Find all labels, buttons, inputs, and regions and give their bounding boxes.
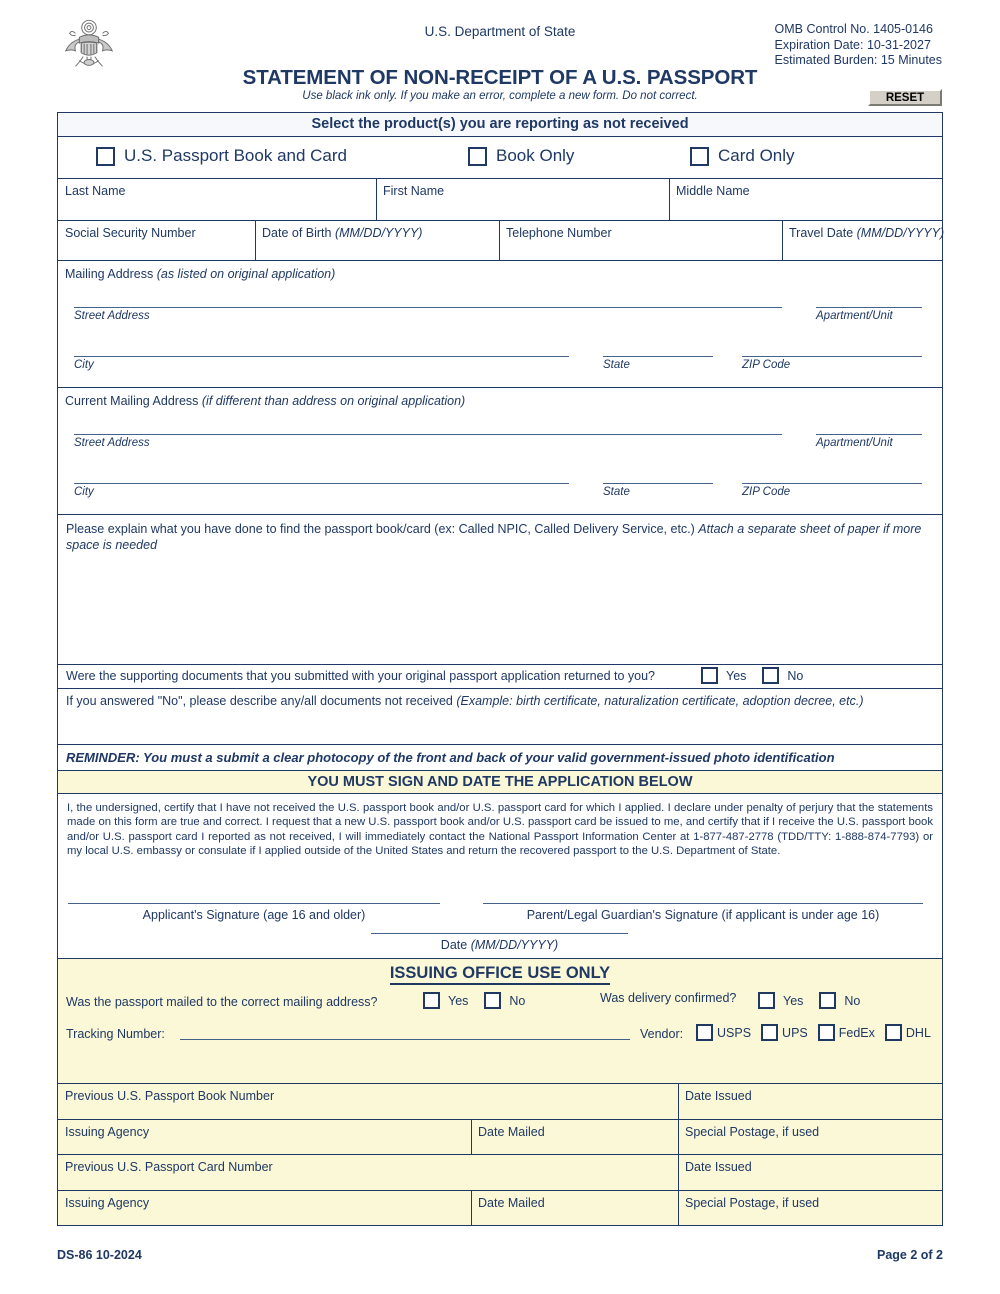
current-address-title: Current Mailing Address (if different than address on original application) — [65, 394, 466, 408]
input-current-zip[interactable] — [742, 483, 922, 484]
name-row — [58, 179, 942, 221]
field-book-date-mailed[interactable] — [471, 1120, 678, 1154]
vendor-options[interactable] — [696, 1024, 941, 1041]
checkbox-label-yes: Yes — [783, 993, 804, 1008]
checkbox-delivery-confirmed-yes[interactable] — [758, 992, 775, 1009]
explanation-block[interactable] — [58, 515, 942, 665]
mailed-correct-address-answers[interactable] — [423, 992, 541, 1009]
label-street-address: Street Address — [74, 437, 150, 449]
form-footer — [57, 1248, 943, 1268]
product-option-book-only[interactable] — [468, 146, 574, 166]
table-row — [58, 1155, 942, 1191]
field-label: Issuing Agency — [65, 1125, 150, 1139]
field-middle-name[interactable] — [669, 179, 942, 220]
vendor-option-label: USPS — [717, 1025, 752, 1040]
table-row — [58, 1084, 942, 1120]
checkbox-mailed-correct-no[interactable] — [484, 992, 501, 1009]
omb-expiration-date: Expiration Date: 10-31-2027 — [774, 37, 931, 52]
label-applicant-signature: Applicant's Signature (age 16 and older) — [142, 908, 366, 922]
form-instructions: Use black ink only. If you make an error, complete a new form. Do not correct. — [302, 90, 698, 102]
checkbox-vendor-usps[interactable] — [696, 1024, 713, 1041]
field-first-name[interactable] — [376, 179, 669, 220]
field-label: Special Postage, if used — [685, 1125, 820, 1139]
certification-text: I, the undersigned, certify that I have not received the U.S. passport book and/or U.S. passport card for which I applied. I declare under penalty of perjury that the statements made on this form are true and correct. I request that a new U.S. passport book and/or U.S. passport card be issued to me, and certify that if I receive the U.S. passport book and/or U.S. passport card I reported as not received, I will immediately contact the National Passport Information Center at 1-877-487-2778 (TDD/TTY: 1-888-874-7793) or my local U.S. embassy or consulate if I applied outside of the United States and return the recovered passport to the U.S. Department of State. — [67, 802, 933, 857]
field-label: Previous U.S. Passport Card Number — [65, 1160, 273, 1174]
reset-button[interactable]: RESET — [868, 89, 942, 106]
department-title: U.S. Department of State — [424, 24, 576, 39]
field-label: Travel Date (MM/DD/YYYY) — [789, 226, 945, 240]
label-zip-code: ZIP Code — [742, 359, 791, 371]
checkbox-label-no: No — [509, 993, 526, 1008]
label-zip-code: ZIP Code — [742, 486, 791, 498]
field-book-special-postage[interactable] — [678, 1120, 942, 1154]
field-label: Telephone Number — [506, 226, 612, 240]
input-signature-date[interactable] — [371, 933, 628, 934]
record-table — [58, 1084, 942, 1225]
issuing-office-heading: ISSUING OFFICE USE ONLY — [58, 964, 942, 983]
ssn-dob-phone-row — [58, 221, 945, 261]
label-signature-date: Date (MM/DD/YYYY) — [440, 938, 559, 952]
checkbox-docs-returned-yes[interactable] — [701, 667, 718, 684]
checkbox-vendor-ups[interactable] — [761, 1024, 778, 1041]
input-tracking-number[interactable] — [180, 1039, 630, 1040]
supporting-docs-question: Were the supporting documents that you submitted with your original passport application returned to you? — [66, 669, 655, 683]
checkbox-card-only[interactable] — [690, 147, 709, 166]
field-card-issuing-agency[interactable] — [58, 1191, 471, 1225]
field-label: Social Security Number — [65, 226, 196, 240]
explanation-prompt: Please explain what you have done to find the passport book/card (ex: Called NPIC, Called Delivery Service, etc.) Attach a separate sheet of paper if more space is needed — [66, 522, 922, 552]
vendor-option-label: DHL — [905, 1025, 931, 1040]
checkbox-delivery-confirmed-no[interactable] — [819, 992, 836, 1009]
label-apartment-unit: Apartment/Unit — [816, 310, 893, 322]
product-option-card-only[interactable] — [690, 146, 795, 166]
input-guardian-signature[interactable] — [483, 903, 923, 904]
label-city: City — [74, 486, 94, 498]
field-social-security-number[interactable] — [58, 221, 255, 260]
field-label: Previous U.S. Passport Book Number — [65, 1089, 275, 1103]
checkbox-label-no: No — [787, 668, 804, 683]
field-card-date-mailed[interactable] — [471, 1191, 678, 1225]
label-guardian-signature: Parent/Legal Guardian's Signature (if applicant is under age 16) — [526, 908, 880, 922]
field-label: Issuing Agency — [65, 1196, 150, 1210]
product-options-row — [58, 137, 942, 179]
input-mailing-zip[interactable] — [742, 356, 922, 357]
field-travel-date[interactable] — [782, 221, 945, 260]
field-book-issuing-agency[interactable] — [58, 1120, 471, 1154]
table-row — [58, 1120, 942, 1155]
input-mailing-city[interactable] — [74, 356, 569, 357]
product-option-book-and-card[interactable] — [96, 146, 347, 166]
signature-section-heading: YOU MUST SIGN AND DATE THE APPLICATION BELOW — [58, 771, 942, 794]
product-section-heading: Select the product(s) you are reporting as not received — [58, 113, 942, 137]
field-card-special-postage[interactable] — [678, 1191, 942, 1225]
label-apartment-unit: Apartment/Unit — [816, 437, 893, 449]
vendor-option-label: UPS — [782, 1025, 808, 1040]
issuing-office-block — [58, 959, 942, 1084]
field-label: Last Name — [65, 184, 126, 198]
field-book-date-issued[interactable] — [678, 1084, 942, 1119]
checkbox-vendor-fedex[interactable] — [818, 1024, 835, 1041]
checkbox-book-and-card[interactable] — [96, 147, 115, 166]
field-label: Date Mailed — [478, 1125, 545, 1139]
label-state: State — [603, 359, 630, 371]
omb-block — [775, 22, 942, 69]
field-label: Date Mailed — [478, 1196, 545, 1210]
mailed-correct-address-question: Was the passport mailed to the correct mailing address? — [66, 995, 378, 1009]
field-label: Date Issued — [685, 1089, 752, 1103]
field-label: Date Issued — [685, 1160, 752, 1174]
input-current-street[interactable] — [74, 434, 782, 435]
input-mailing-state[interactable] — [603, 356, 713, 357]
form-number: DS-86 10-2024 — [57, 1248, 142, 1262]
table-row — [58, 1191, 942, 1225]
field-previous-book-number[interactable] — [58, 1084, 678, 1119]
input-current-apartment[interactable] — [816, 434, 922, 435]
current-address-block — [58, 388, 942, 515]
vendor-option-label: FedEx — [838, 1025, 875, 1040]
delivery-confirmed-answers[interactable] — [758, 992, 876, 1009]
omb-control-number: OMB Control No. 1405-0146 — [774, 22, 933, 36]
supporting-docs-answers[interactable] — [701, 667, 819, 684]
field-label: Date of Birth (MM/DD/YYYY) — [262, 226, 423, 240]
product-option-label: U.S. Passport Book and Card — [124, 146, 348, 165]
page-number: Page 2 of 2 — [877, 1248, 943, 1262]
input-applicant-signature[interactable] — [68, 903, 440, 904]
describe-docs-prompt: If you answered "No", please describe any/all documents not received (Example: birth certificate, naturalization certificate, adoption decree, etc.) — [66, 694, 864, 708]
reminder-row — [58, 745, 942, 771]
mailing-address-block — [58, 261, 942, 388]
signature-lines-block — [58, 889, 942, 959]
input-mailing-apartment[interactable] — [816, 307, 922, 308]
label-state: State — [603, 486, 630, 498]
field-date-of-birth[interactable] — [255, 221, 499, 260]
label-street-address: Street Address — [74, 310, 150, 322]
page-title: STATEMENT OF NON-RECEIPT OF A U.S. PASSPORT — [242, 66, 758, 89]
label-city: City — [74, 359, 94, 371]
checkbox-label-yes: Yes — [726, 668, 747, 683]
field-telephone-number[interactable] — [499, 221, 782, 260]
form-header — [0, 0, 1000, 112]
checkbox-label-no: No — [844, 993, 861, 1008]
field-last-name[interactable] — [58, 179, 376, 220]
product-option-label: Card Only — [718, 146, 795, 165]
vendor-label: Vendor: — [640, 1027, 684, 1041]
checkbox-book-only[interactable] — [468, 147, 487, 166]
checkbox-mailed-correct-yes[interactable] — [423, 992, 440, 1009]
field-card-date-issued[interactable] — [678, 1155, 942, 1190]
tracking-number-label: Tracking Number: — [66, 1027, 165, 1041]
certification-block — [58, 794, 942, 889]
checkbox-vendor-dhl[interactable] — [885, 1024, 902, 1041]
field-previous-card-number[interactable] — [58, 1155, 678, 1190]
supporting-docs-question-row — [58, 665, 942, 689]
describe-docs-block[interactable] — [58, 689, 942, 745]
omb-estimated-burden: Estimated Burden: 15 Minutes — [774, 53, 942, 67]
field-label: First Name — [383, 184, 445, 198]
product-option-label: Book Only — [496, 146, 575, 165]
field-label: Middle Name — [676, 184, 750, 198]
input-mailing-street[interactable] — [74, 307, 782, 308]
delivery-confirmed-question: Was delivery confirmed? — [600, 991, 737, 1005]
form-body — [57, 112, 943, 1226]
input-current-city[interactable] — [74, 483, 569, 484]
field-label: Special Postage, if used — [685, 1196, 820, 1210]
reminder-text: REMINDER: You must a submit a clear photocopy of the front and back of your valid government-issued photo identification — [66, 750, 835, 765]
mailing-address-title: Mailing Address (as listed on original application) — [65, 267, 336, 281]
input-current-state[interactable] — [603, 483, 713, 484]
checkbox-docs-returned-no[interactable] — [762, 667, 779, 684]
checkbox-label-yes: Yes — [448, 993, 469, 1008]
